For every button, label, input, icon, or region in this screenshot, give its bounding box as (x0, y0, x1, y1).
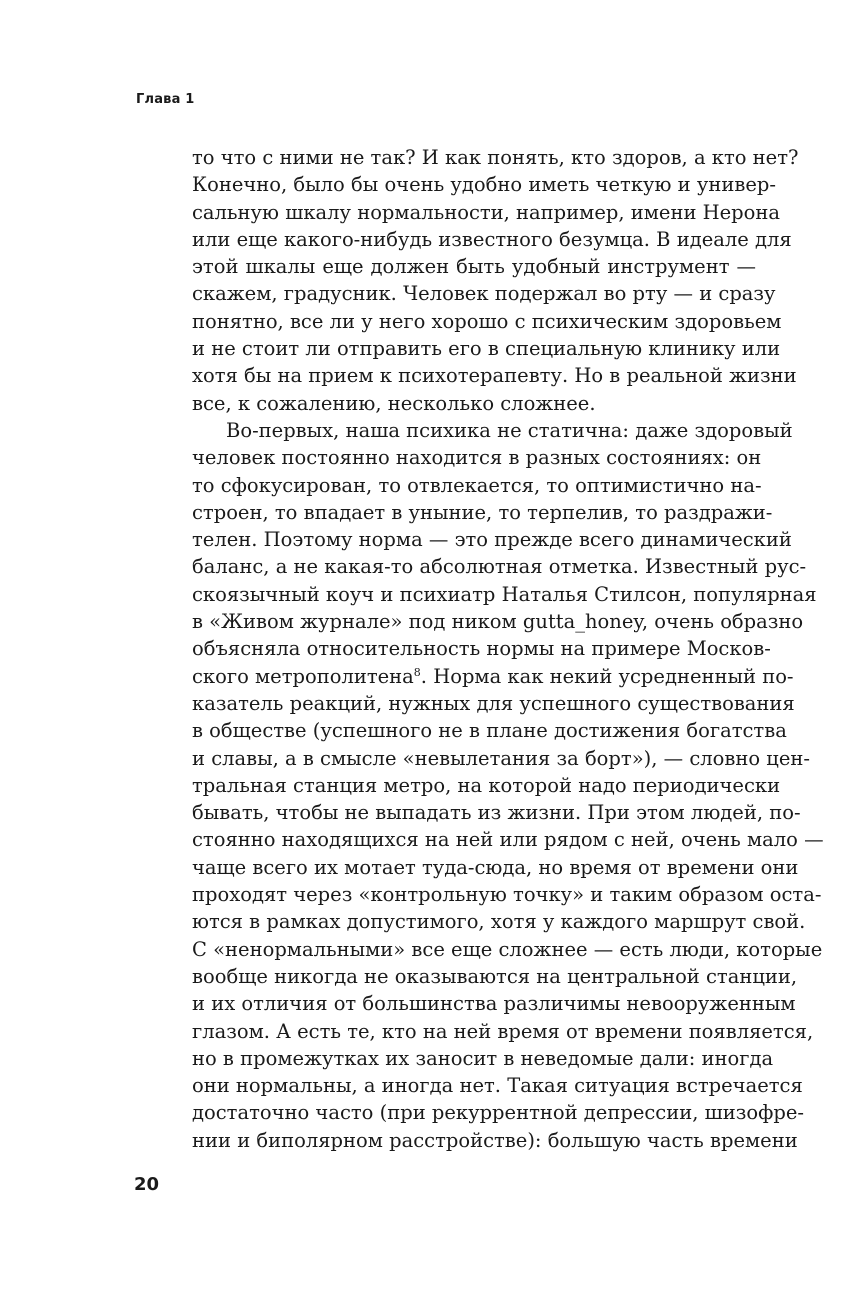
text-line: строен, то впадает в уныние, то терпелив, то раздражи- (192, 500, 773, 524)
text-line: понятно, все ли у него хорошо с психическим здоровьем (192, 309, 782, 333)
text-line: скоязычный коуч и психиатр Наталья Стилсон, популярная (192, 582, 817, 606)
text-line: они нормальны, а иногда нет. Такая ситуация встречается (192, 1074, 803, 1098)
footnote-reference: 8 (413, 665, 421, 679)
text-line: или еще какого-нибудь известного безумца. В идеале для (192, 227, 792, 251)
text-line: телен. Поэтому норма — это прежде всего динамический (192, 528, 792, 552)
text-line: С «ненормальными» все еще сложнее — есть люди, которые (192, 937, 823, 961)
text-line: стоянно находящихся на ней или рядом с ней, очень мало — (192, 828, 824, 852)
running-head: Глава 1 (136, 92, 195, 107)
text-line: бывать, чтобы не выпадать из жизни. При этом людей, по- (192, 801, 801, 825)
text-line: но в промежутках их заносит в неведомые дали: иногда (192, 1046, 774, 1070)
text-line: в обществе (успешного не в плане достижения богатства (192, 719, 787, 743)
text-line: и их отличия от большинства различимы невооруженным (192, 992, 796, 1016)
text-line: вообще никогда не оказываются на центральной станции, (192, 964, 798, 988)
text-line: этой шкалы еще должен быть удобный инструмент — (192, 255, 756, 279)
text-line: в «Живом журнале» под ником gutta_honey, очень образно (192, 610, 804, 634)
text-line: сальную шкалу нормальности, например, имени Нерона (192, 200, 781, 224)
body-text (192, 144, 824, 1154)
text-line: и не стоит ли отправить его в специальную клинику или (192, 337, 781, 361)
text-line-with-footnote (192, 663, 794, 690)
text-line: человек постоянно находится в разных состояниях: он (192, 446, 762, 470)
text-line: баланс, а не какая-то абсолютная отметка. Известный рус- (192, 555, 807, 579)
text-line: и славы, а в смысле «невылетания за борт»), — словно цен- (192, 746, 810, 770)
text-line: казатель реакций, нужных для успешного существования (192, 691, 795, 715)
text-line: объясняла относительность нормы на примере Москов- (192, 637, 771, 661)
text-line: скажем, градусник. Человек подержал во рту — и сразу (192, 282, 776, 306)
text-line: проходят через «контрольную точку» и таким образом оста- (192, 883, 822, 907)
text-line: чаще всего их мотает туда-сюда, но время от времени они (192, 855, 799, 879)
text-line: хотя бы на прием к психотерапевту. Но в реальной жизни (192, 364, 797, 388)
paragraph-end-line: все, к сожалению, несколько сложнее. (192, 391, 596, 415)
text-line: достаточно часто (при рекуррентной депрессии, шизофре- (192, 1101, 804, 1125)
text-line: тральная станция метро, на которой надо периодически (192, 773, 781, 797)
text-line: глазом. А есть те, кто на ней время от времени появляется, (192, 1019, 814, 1043)
text-segment: . Норма как некий усредненный по- (420, 664, 794, 688)
page-number: 20 (134, 1174, 160, 1195)
text-line: то что с ними не так? И как понять, кто здоров, а кто нет? (192, 146, 799, 169)
text-segment: ского метрополитена (192, 664, 414, 688)
text-line: ются в рамках допустимого, хотя у каждого маршрут свой. (192, 910, 806, 934)
paragraph-start-line: Во-первых, наша психика не статична: даже здоровый (226, 418, 793, 442)
text-line: Конечно, было бы очень удобно иметь четкую и универ- (192, 173, 776, 197)
text-line: то сфокусирован, то отвлекается, то оптимистично на- (192, 473, 762, 497)
text-line: нии и биполярном расстройстве): большую часть времени (192, 1128, 798, 1152)
